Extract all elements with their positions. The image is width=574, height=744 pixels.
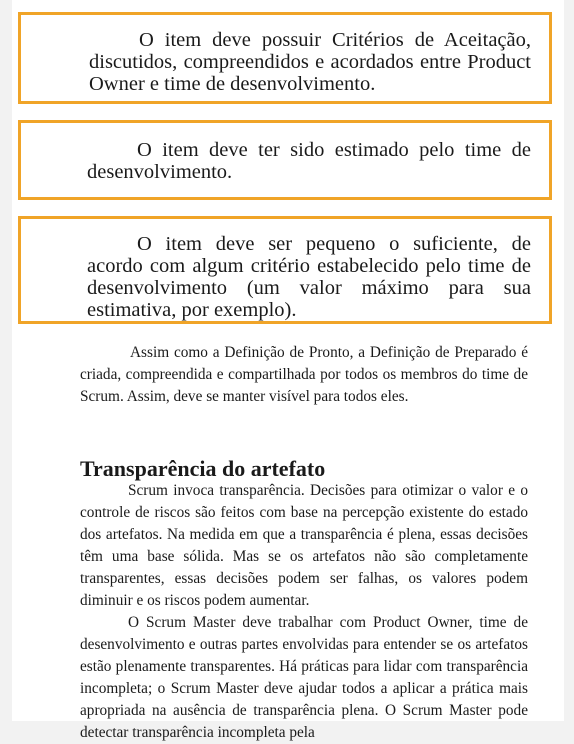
section-body — [80, 480, 528, 744]
section-paragraph: Scrum invoca transparência. Decisões para otimizar o valor e o controle de riscos são feitos com base na percepção existente do estado dos artefatos. Na medida em que a transparência é plena, essas decisões têm uma base sólida. Mas se os artefatos não são completamente transparentes, essas decisões podem ser falhas, os valores podem diminuir e os riscos podem aumentar. — [80, 482, 528, 609]
section-heading: Transparência do artefato — [80, 456, 326, 481]
criteria-box-acceptance — [18, 12, 552, 104]
criteria-text: O item deve ser pequeno o suficiente, de acordo com algum critério estabelecido pelo time de desenvolvimento (um valor máximo para sua estimativa, por exemplo). — [87, 233, 531, 321]
criteria-box-estimated — [18, 120, 552, 200]
criteria-box-small-enough — [18, 216, 552, 324]
criteria-text: O item deve ter sido estimado pelo time de desenvolvimento. — [87, 139, 531, 183]
definition-of-ready-paragraph: Assim como a Definição de Pronto, a Definição de Preparado é criada, compreendida e compartilhada por todos os membros do time de Scrum. Assim, deve se manter visível para todos eles. — [80, 344, 528, 405]
section-paragraph: O Scrum Master deve trabalhar com Product Owner, time de desenvolvimento e outras partes envolvidas para entender se os artefatos estão plenamente transparentes. Há práticas para lidar com transparência incompleta; o Scrum Master deve ajudar todos a aplicar a prática mais apropriada na ausência de transparência plena. O Scrum Master pode detectar transparência incompleta pela — [80, 614, 528, 741]
document-page — [12, 0, 564, 741]
criteria-text: O item deve possuir Critérios de Aceitação, discutidos, compreendidos e acordados entre Product Owner e time de desenvolvimento. — [89, 29, 531, 95]
